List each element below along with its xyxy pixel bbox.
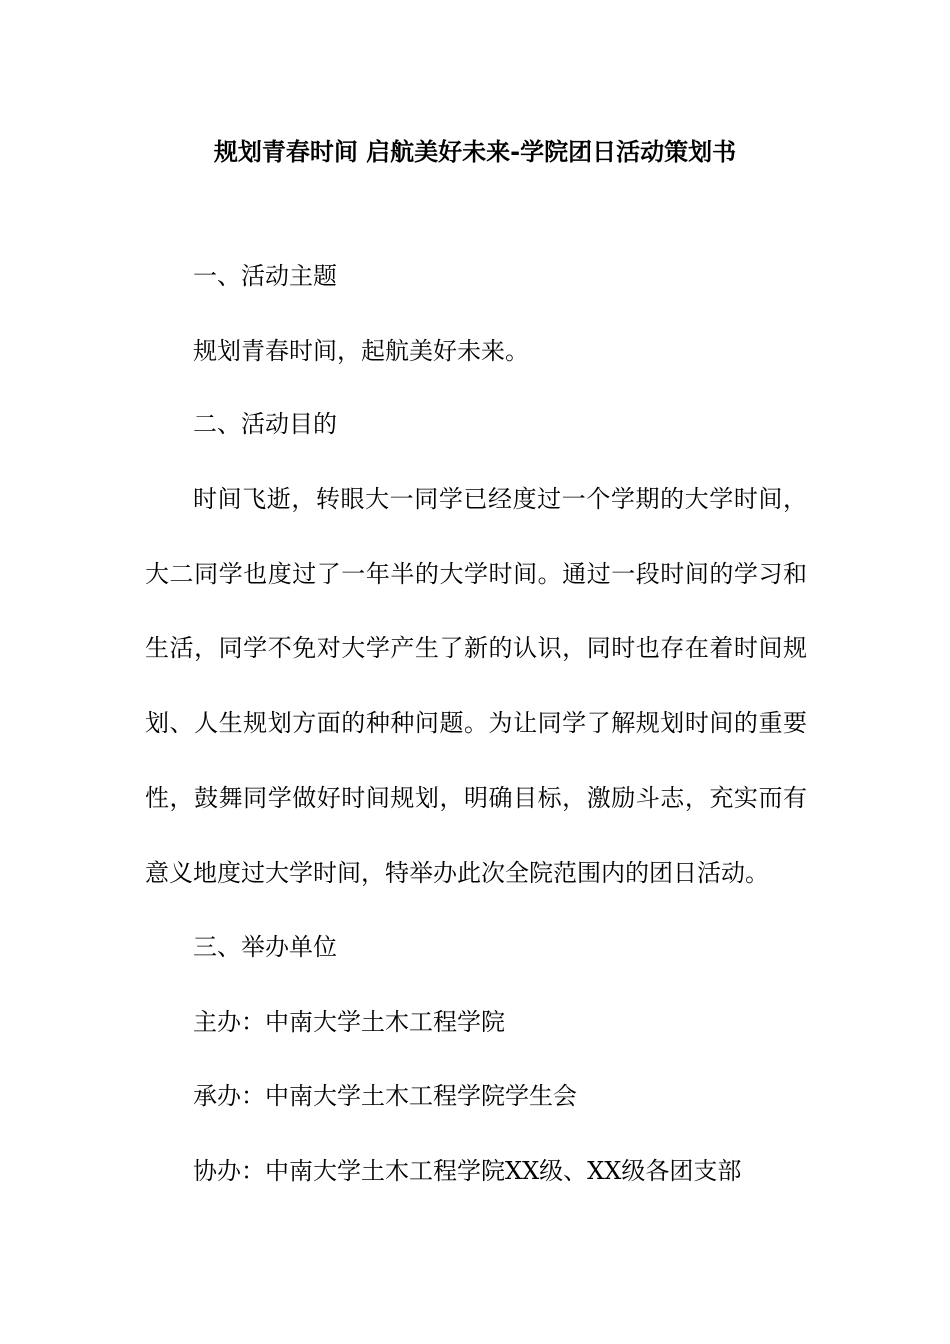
purpose-line: 性，鼓舞同学做好时间规划，明确目标，激励斗志，充实而有 <box>145 784 807 812</box>
section-heading-theme: 一、活动主题 <box>193 262 337 290</box>
purpose-line: 时间飞逝，转眼大一同学已经度过一个学期的大学时间， <box>193 485 807 513</box>
theme-text: 规划青春时间，起航美好未来。 <box>193 337 529 365</box>
organizer-line: 承办：中南大学土木工程学院学生会 <box>193 1082 577 1110</box>
document-title: 规划青春时间 启航美好未来-学院团日活动策划书 <box>213 138 737 166</box>
purpose-line: 意义地度过大学时间，特举办此次全院范围内的团日活动。 <box>145 859 769 887</box>
purpose-line: 划、人生规划方面的种种问题。为让同学了解规划时间的重要 <box>145 709 807 737</box>
host-line: 主办：中南大学土木工程学院 <box>193 1008 505 1036</box>
purpose-line: 大二同学也度过了一年半的大学时间。通过一段时间的学习和 <box>145 560 807 588</box>
purpose-line: 生活，同学不免对大学产生了新的认识，同时也存在着时间规 <box>145 634 807 662</box>
section-heading-purpose: 二、活动目的 <box>193 410 337 438</box>
section-heading-organizers: 三、举办单位 <box>193 933 337 961</box>
co-organizer-line: 协办：中南大学土木工程学院XX级、XX级各团支部 <box>193 1157 742 1185</box>
